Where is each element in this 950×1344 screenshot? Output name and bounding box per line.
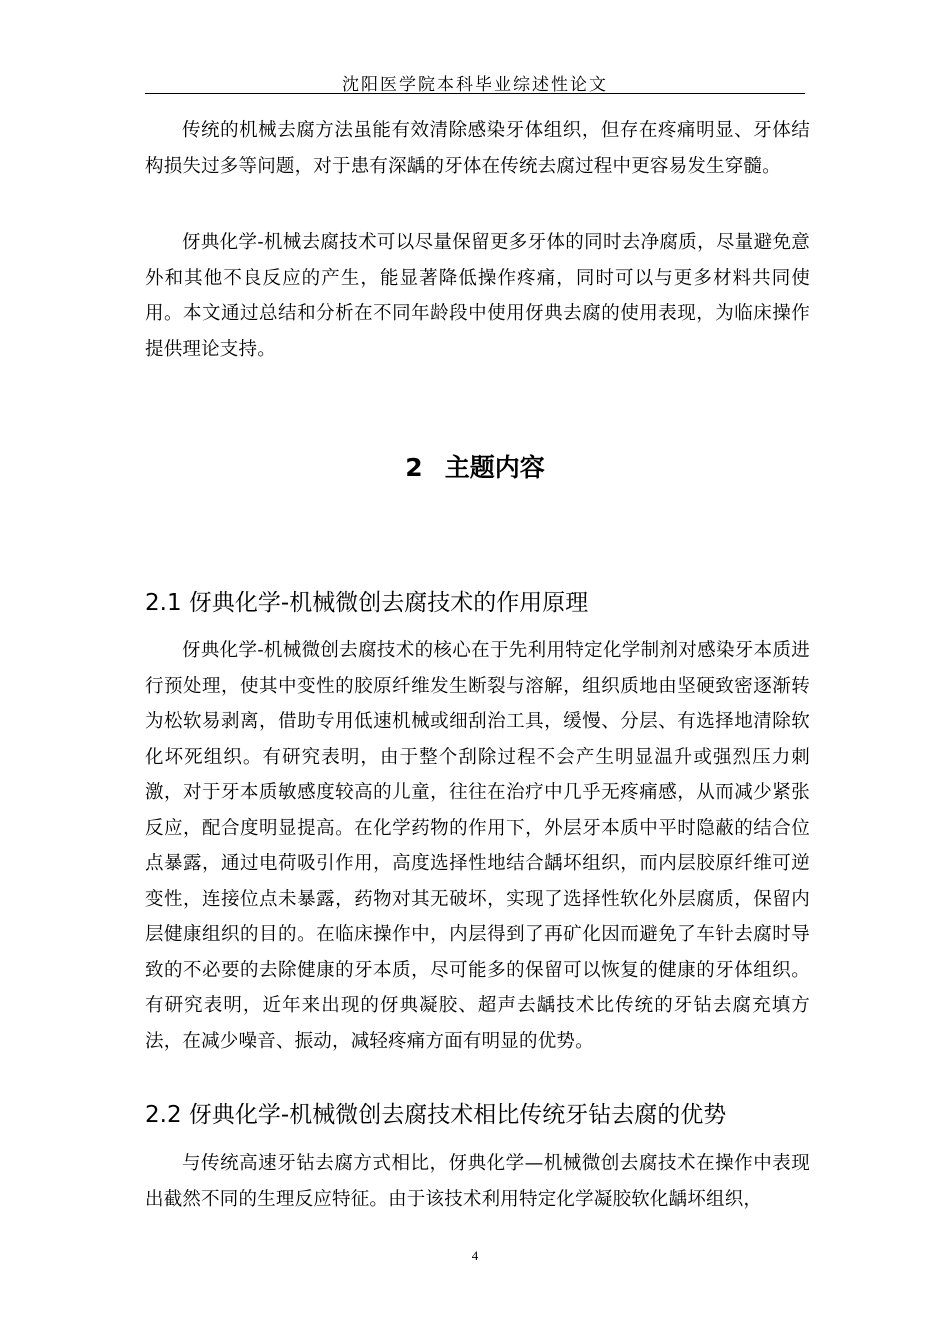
section-2-1-body: 伢典化学-机械微创去腐技术的核心在于先利用特定化学制剂对感染牙本质进行预处理，使其中变性的胶原纤维发生断裂与溶解，组织质地由坚硬致密逐渐转为松软易剥离，借助专用低速机械或细刮治工具，缓慢、分层、有选择地清除软化坏死组织。有研究表明，由于整个刮除过程不会产生明显温升或强烈压力刺激，对于牙本质敏感度较高的儿童，往往在治疗中几乎无疼痛感，从而减少紧张反应，配合度明显提高。在化学药物的作用下，外层牙本质中平时隐蔽的结合位点暴露，通过电荷吸引作用，高度选择性地结合龋坏组织，而内层胶原纤维可逆变性，连接位点未暴露，药物对其无破坏，实现了选择性软化外层腐质，保留内层健康组织的目的。在临床操作中，内层得到了再矿化因而避免了车针去腐时导致的不必要的去除健康的牙本质，尽可能多的保留可以恢复的健康的牙体组织。有研究表明，近年来出现的伢典凝胶、超声去龋技术比传统的牙钻去腐充填方法，在减少噪音、振动，减轻疼痛方面有明显的优势。 xyxy=(145,640,810,1052)
chapter-heading xyxy=(0,448,950,484)
header-title: 沈阳医学院本科毕业综述性论文 xyxy=(342,75,608,95)
intro-paragraph-2: 伢典化学-机械去腐技术可以尽量保留更多牙体的同时去净腐质，尽量避免意外和其他不良反应的产生，能显著降低操作疼痛，同时可以与更多材料共同使用。本文通过总结和分析在不同年龄段中使用伢典去腐的使用表现，为临床操作提供理论支持。 xyxy=(145,232,810,360)
chapter-number: 2 xyxy=(405,453,423,482)
section-heading-2-1: 2.1 伢典化学-机械微创去腐技术的作用原理 xyxy=(145,590,589,616)
section-2-2-body: 与传统高速牙钻去腐方式相比，伢典化学—机械微创去腐技术在操作中表现出截然不同的生理反应特征。由于该技术利用特定化学凝胶软化龋坏组织， xyxy=(145,1153,810,1210)
section-heading-2-2: 2.2 伢典化学-机械微创去腐技术相比传统牙钻去腐的优势 xyxy=(145,1102,727,1128)
chapter-title: 主题内容 xyxy=(444,453,545,482)
header-rule xyxy=(145,93,805,94)
page-number: 4 xyxy=(471,1248,479,1263)
intro-paragraph-1: 传统的机械去腐方法虽能有效清除感染牙体组织，但存在疼痛明显、牙体结构损失过多等问题，对于患有深龋的牙体在传统去腐过程中更容易发生穿髓。 xyxy=(145,120,810,177)
